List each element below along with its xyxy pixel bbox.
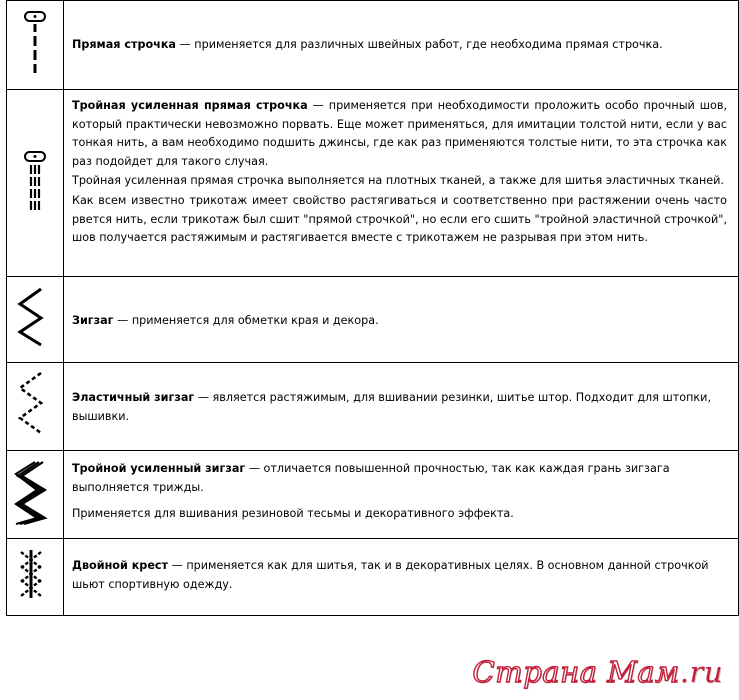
row-divider	[6, 538, 739, 539]
elastic-zigzag-icon	[14, 370, 48, 436]
site-watermark	[473, 655, 723, 689]
stitch-title: Зигзаг	[72, 314, 114, 327]
row-description	[72, 312, 727, 331]
stitch-description: Тройная усиленная прямая строчка выполняется на плотных тканей, а также для шитья эластичных тканей.	[72, 174, 724, 188]
stitch-title: Тройная усиленная прямая строчка	[72, 99, 308, 112]
stitch-description: — применяется при необходимости проложить особо прочный шов, который практически невозможно порвать. Еще может применяться, для имитации толстой нити, если у вас тонкая нить, а вам необходимо подшить джинсы, где как раз применяются толстые нити, то эта строчка как раз подойдет для такого случая.	[72, 99, 728, 168]
double-cross-stitch-icon	[15, 548, 47, 600]
table-border-bottom	[6, 615, 739, 616]
straight-stitch-icon	[22, 10, 48, 76]
stitch-description: Как всем известно трикотаж имеет свойство растягиваться и соответственно при растяжении очень часто рвется нить, если трикотаж был сшит "прямой строчкой", но если его сшить "тройной эластичной строчкой", шов получается растяжимым и растягивается вместе с трикотажем не разрывая при этом нить.	[72, 193, 727, 245]
row-description	[72, 460, 727, 524]
watermark-text: Страна Мам	[472, 655, 680, 689]
row-description	[72, 97, 727, 248]
row-description	[72, 389, 727, 426]
stitch-description: Применяется для вшивания резиновой тесьмы и декоративного эффекта.	[72, 507, 514, 521]
row-divider	[6, 89, 739, 90]
row-divider	[6, 362, 739, 363]
stitch-description: — является растяжимым, для вшивании резинки, шитье штор. Подходит для штопки, вышивки.	[72, 391, 711, 423]
stitch-title: Двойной крест	[72, 559, 169, 572]
stitch-title: Тройной усиленный зигзаг	[72, 462, 246, 475]
watermark-suffix: .ru	[679, 655, 723, 689]
zigzag-icon	[14, 286, 48, 348]
triple-zigzag-icon	[13, 460, 49, 526]
row-divider	[6, 276, 739, 277]
stitch-description: — применяется для обметки края и декора.	[117, 314, 379, 327]
table-border-top	[6, 0, 739, 1]
stitch-description: — применяется для различных швейных работ, где необходима прямая строчка.	[179, 38, 663, 51]
icon-column-divider	[63, 0, 64, 616]
table-border-left	[6, 0, 7, 616]
stitch-title: Эластичный зигзаг	[72, 391, 195, 404]
triple-straight-stitch-icon	[20, 150, 50, 212]
row-divider	[6, 450, 739, 451]
stitch-description: — применяется как для шитья, так и в декоративных целях. В основном данной строчкой шьют спортивную одежду.	[72, 559, 709, 591]
row-description	[72, 557, 727, 594]
stitch-title: Прямая строчка	[72, 38, 176, 51]
stitch-description: — отличается повышенной прочностью, так как каждая грань зигзага выполняется трижды.	[72, 462, 670, 494]
row-description	[72, 36, 727, 55]
